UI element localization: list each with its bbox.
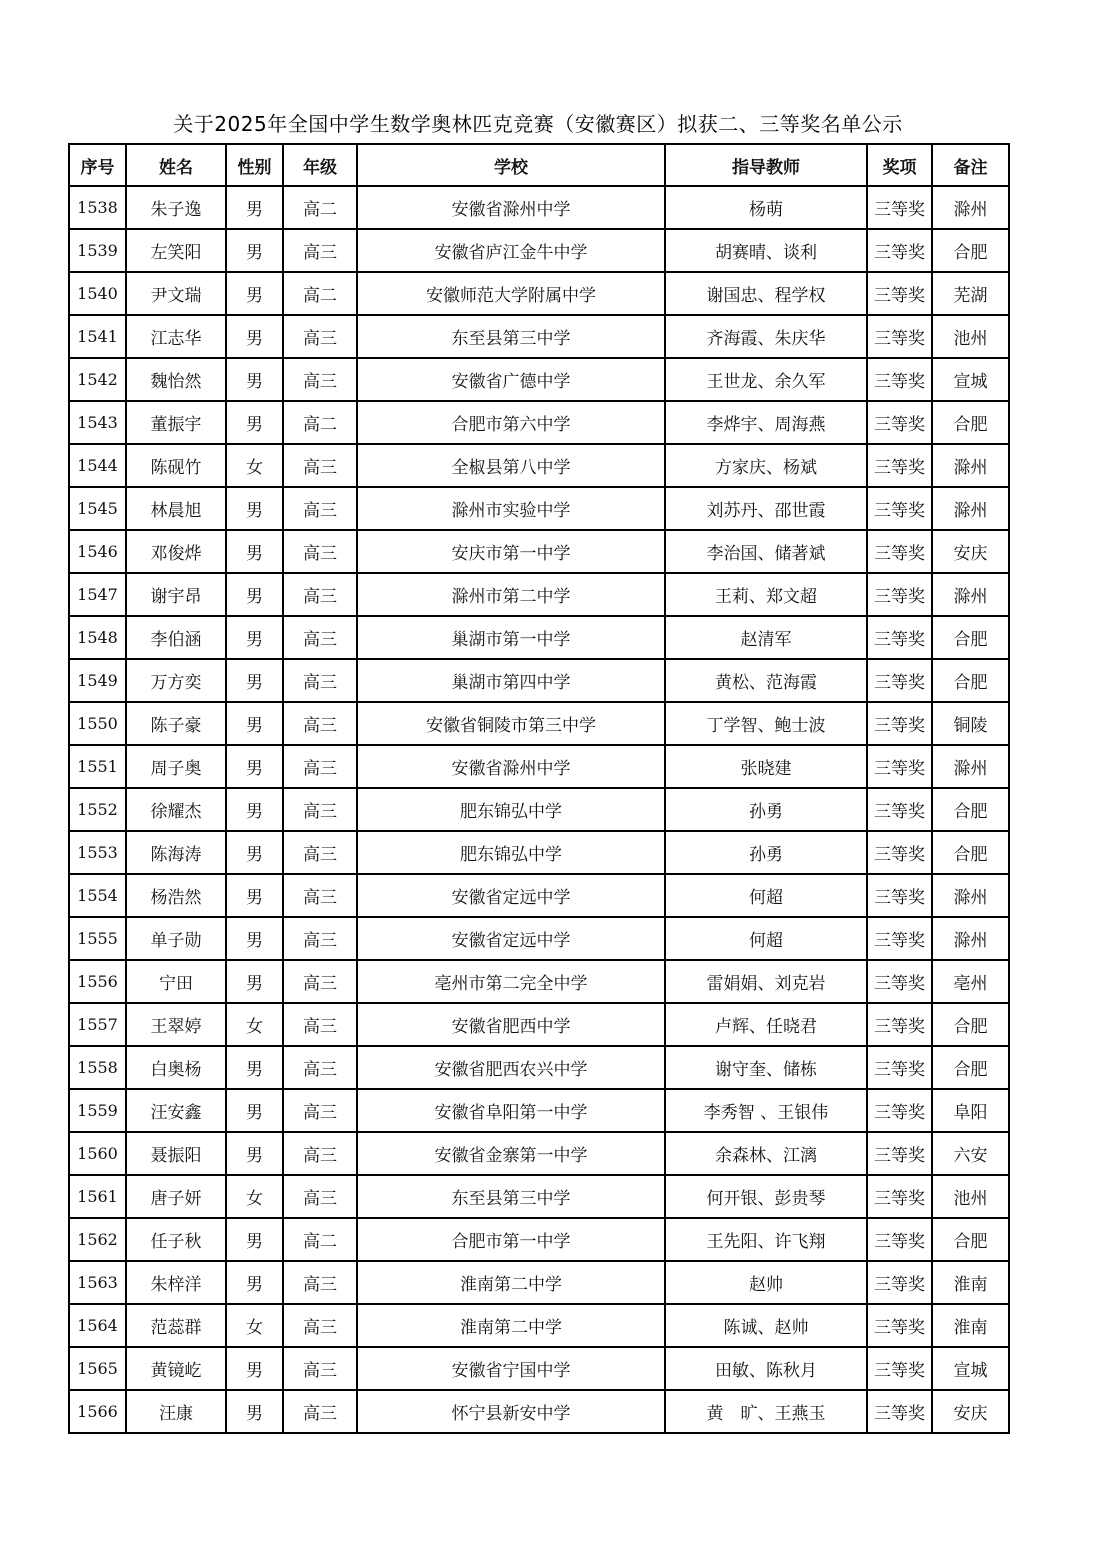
cell-seq: 1548	[69, 616, 126, 659]
cell-name: 宁田	[126, 960, 226, 1003]
cell-name: 徐耀杰	[126, 788, 226, 831]
table-row	[69, 874, 1009, 917]
cell-school: 安徽省阜阳第一中学	[357, 1089, 665, 1132]
cell-teacher: 赵帅	[665, 1261, 867, 1304]
cell-teacher: 孙勇	[665, 831, 867, 874]
cell-gender: 男	[226, 917, 283, 960]
cell-award: 三等奖	[867, 659, 932, 702]
table-row	[69, 358, 1009, 401]
cell-grade: 高三	[283, 659, 357, 702]
cell-gender: 男	[226, 272, 283, 315]
cell-grade: 高三	[283, 1261, 357, 1304]
cell-award: 三等奖	[867, 1046, 932, 1089]
table-row	[69, 1175, 1009, 1218]
cell-grade: 高三	[283, 745, 357, 788]
column-header-school: 学校	[357, 144, 665, 186]
cell-note: 亳州	[932, 960, 1009, 1003]
cell-school: 合肥市第六中学	[357, 401, 665, 444]
cell-name: 黄镜屹	[126, 1347, 226, 1390]
cell-grade: 高三	[283, 1089, 357, 1132]
cell-school: 东至县第三中学	[357, 315, 665, 358]
cell-gender: 男	[226, 874, 283, 917]
cell-teacher: 方家庆、杨斌	[665, 444, 867, 487]
table-header-row	[69, 144, 1009, 186]
cell-grade: 高三	[283, 831, 357, 874]
cell-gender: 女	[226, 1304, 283, 1347]
table-row	[69, 229, 1009, 272]
cell-school: 安徽省定远中学	[357, 874, 665, 917]
cell-grade: 高二	[283, 186, 357, 229]
cell-gender: 男	[226, 1261, 283, 1304]
cell-name: 朱梓洋	[126, 1261, 226, 1304]
cell-school: 安徽省庐江金牛中学	[357, 229, 665, 272]
cell-seq: 1549	[69, 659, 126, 702]
cell-note: 淮南	[932, 1304, 1009, 1347]
cell-gender: 男	[226, 831, 283, 874]
cell-seq: 1556	[69, 960, 126, 1003]
cell-school: 巢湖市第四中学	[357, 659, 665, 702]
cell-grade: 高三	[283, 444, 357, 487]
cell-award: 三等奖	[867, 1390, 932, 1433]
cell-teacher: 谢国忠、程学权	[665, 272, 867, 315]
cell-school: 淮南第二中学	[357, 1261, 665, 1304]
cell-name: 魏怡然	[126, 358, 226, 401]
cell-name: 左笑阳	[126, 229, 226, 272]
table-row	[69, 1304, 1009, 1347]
cell-note: 安庆	[932, 530, 1009, 573]
cell-teacher: 王莉、郑文超	[665, 573, 867, 616]
column-header-teacher: 指导教师	[665, 144, 867, 186]
cell-note: 淮南	[932, 1261, 1009, 1304]
cell-award: 三等奖	[867, 530, 932, 573]
column-header-seq: 序号	[69, 144, 126, 186]
cell-teacher: 李治国、储著斌	[665, 530, 867, 573]
cell-teacher: 胡赛晴、谈利	[665, 229, 867, 272]
cell-gender: 女	[226, 1003, 283, 1046]
cell-grade: 高三	[283, 530, 357, 573]
cell-school: 安徽省肥西中学	[357, 1003, 665, 1046]
table-row	[69, 1218, 1009, 1261]
cell-seq: 1551	[69, 745, 126, 788]
cell-school: 安徽省肥西农兴中学	[357, 1046, 665, 1089]
cell-gender: 男	[226, 315, 283, 358]
cell-seq: 1555	[69, 917, 126, 960]
cell-note: 合肥	[932, 401, 1009, 444]
cell-teacher: 卢辉、任晓君	[665, 1003, 867, 1046]
cell-gender: 男	[226, 1089, 283, 1132]
column-header-award: 奖项	[867, 144, 932, 186]
cell-name: 杨浩然	[126, 874, 226, 917]
cell-grade: 高三	[283, 1132, 357, 1175]
cell-grade: 高三	[283, 1304, 357, 1347]
cell-teacher: 何超	[665, 917, 867, 960]
cell-grade: 高三	[283, 1003, 357, 1046]
cell-school: 淮南第二中学	[357, 1304, 665, 1347]
cell-teacher: 杨萌	[665, 186, 867, 229]
column-header-gender: 性别	[226, 144, 283, 186]
cell-teacher: 雷娟娟、刘克岩	[665, 960, 867, 1003]
award-list-table	[68, 143, 1010, 1434]
table-row	[69, 1390, 1009, 1433]
cell-award: 三等奖	[867, 788, 932, 831]
cell-grade: 高三	[283, 960, 357, 1003]
cell-award: 三等奖	[867, 1003, 932, 1046]
cell-note: 滁州	[932, 745, 1009, 788]
cell-note: 滁州	[932, 487, 1009, 530]
cell-school: 肥东锦弘中学	[357, 788, 665, 831]
cell-gender: 男	[226, 659, 283, 702]
cell-name: 单子勋	[126, 917, 226, 960]
cell-seq: 1545	[69, 487, 126, 530]
cell-award: 三等奖	[867, 186, 932, 229]
cell-teacher: 刘苏丹、邵世霞	[665, 487, 867, 530]
cell-school: 安庆市第一中学	[357, 530, 665, 573]
cell-seq: 1553	[69, 831, 126, 874]
cell-teacher: 李秀智 、王银伟	[665, 1089, 867, 1132]
table-row	[69, 616, 1009, 659]
cell-grade: 高三	[283, 917, 357, 960]
cell-grade: 高二	[283, 1218, 357, 1261]
cell-name: 李伯涵	[126, 616, 226, 659]
cell-school: 安徽省滁州中学	[357, 186, 665, 229]
cell-award: 三等奖	[867, 831, 932, 874]
cell-note: 合肥	[932, 1046, 1009, 1089]
cell-teacher: 余森林、江漓	[665, 1132, 867, 1175]
cell-note: 合肥	[932, 1003, 1009, 1046]
cell-grade: 高二	[283, 272, 357, 315]
cell-name: 林晨旭	[126, 487, 226, 530]
cell-seq: 1538	[69, 186, 126, 229]
cell-gender: 男	[226, 229, 283, 272]
cell-gender: 男	[226, 1046, 283, 1089]
cell-award: 三等奖	[867, 702, 932, 745]
cell-award: 三等奖	[867, 1304, 932, 1347]
cell-name: 王翠婷	[126, 1003, 226, 1046]
cell-seq: 1560	[69, 1132, 126, 1175]
cell-seq: 1559	[69, 1089, 126, 1132]
table-row	[69, 401, 1009, 444]
cell-teacher: 黄 旷、王燕玉	[665, 1390, 867, 1433]
table-row	[69, 788, 1009, 831]
cell-award: 三等奖	[867, 917, 932, 960]
cell-name: 陈海涛	[126, 831, 226, 874]
cell-grade: 高三	[283, 315, 357, 358]
cell-note: 合肥	[932, 831, 1009, 874]
cell-teacher: 陈诚、赵帅	[665, 1304, 867, 1347]
cell-seq: 1550	[69, 702, 126, 745]
cell-grade: 高三	[283, 573, 357, 616]
cell-award: 三等奖	[867, 444, 932, 487]
page-title: 关于2025年全国中学生数学奥林匹克竞赛（安徽赛区）拟获二、三等奖名单公示	[173, 112, 903, 136]
cell-award: 三等奖	[867, 1347, 932, 1390]
cell-gender: 男	[226, 960, 283, 1003]
cell-award: 三等奖	[867, 1261, 932, 1304]
cell-award: 三等奖	[867, 1132, 932, 1175]
cell-school: 安徽师范大学附属中学	[357, 272, 665, 315]
cell-note: 安庆	[932, 1390, 1009, 1433]
cell-award: 三等奖	[867, 229, 932, 272]
table-row	[69, 186, 1009, 229]
cell-school: 肥东锦弘中学	[357, 831, 665, 874]
cell-seq: 1565	[69, 1347, 126, 1390]
table-row	[69, 659, 1009, 702]
cell-award: 三等奖	[867, 401, 932, 444]
cell-name: 尹文瑞	[126, 272, 226, 315]
cell-teacher: 王先阳、许飞翔	[665, 1218, 867, 1261]
cell-seq: 1543	[69, 401, 126, 444]
cell-grade: 高三	[283, 358, 357, 401]
column-header-note: 备注	[932, 144, 1009, 186]
table-row	[69, 573, 1009, 616]
cell-seq: 1539	[69, 229, 126, 272]
cell-name: 任子秋	[126, 1218, 226, 1261]
cell-name: 周子奥	[126, 745, 226, 788]
cell-award: 三等奖	[867, 487, 932, 530]
cell-note: 合肥	[932, 1218, 1009, 1261]
table-row	[69, 315, 1009, 358]
cell-note: 芜湖	[932, 272, 1009, 315]
table-row	[69, 1261, 1009, 1304]
table-body	[69, 186, 1009, 1433]
cell-teacher: 田敏、陈秋月	[665, 1347, 867, 1390]
cell-seq: 1561	[69, 1175, 126, 1218]
cell-name: 邓俊烨	[126, 530, 226, 573]
cell-grade: 高三	[283, 229, 357, 272]
column-header-grade: 年级	[283, 144, 357, 186]
cell-note: 合肥	[932, 788, 1009, 831]
cell-grade: 高三	[283, 487, 357, 530]
cell-name: 朱子逸	[126, 186, 226, 229]
cell-school: 巢湖市第一中学	[357, 616, 665, 659]
table-row	[69, 831, 1009, 874]
table-row	[69, 272, 1009, 315]
cell-name: 聂振阳	[126, 1132, 226, 1175]
cell-school: 全椒县第八中学	[357, 444, 665, 487]
cell-award: 三等奖	[867, 1089, 932, 1132]
table-row	[69, 1347, 1009, 1390]
cell-teacher: 黄松、范海霞	[665, 659, 867, 702]
cell-seq: 1558	[69, 1046, 126, 1089]
table-row	[69, 745, 1009, 788]
cell-name: 范蕊群	[126, 1304, 226, 1347]
cell-gender: 男	[226, 745, 283, 788]
column-header-name: 姓名	[126, 144, 226, 186]
cell-seq: 1563	[69, 1261, 126, 1304]
cell-school: 安徽省定远中学	[357, 917, 665, 960]
cell-school: 安徽省广德中学	[357, 358, 665, 401]
cell-note: 滁州	[932, 917, 1009, 960]
cell-grade: 高三	[283, 702, 357, 745]
cell-teacher: 李烨宇、周海燕	[665, 401, 867, 444]
cell-gender: 男	[226, 1218, 283, 1261]
cell-seq: 1541	[69, 315, 126, 358]
cell-gender: 男	[226, 788, 283, 831]
cell-note: 合肥	[932, 616, 1009, 659]
table-row	[69, 917, 1009, 960]
cell-award: 三等奖	[867, 960, 932, 1003]
cell-seq: 1564	[69, 1304, 126, 1347]
cell-teacher: 王世龙、余久军	[665, 358, 867, 401]
cell-name: 陈砚竹	[126, 444, 226, 487]
cell-seq: 1547	[69, 573, 126, 616]
cell-school: 东至县第三中学	[357, 1175, 665, 1218]
cell-seq: 1552	[69, 788, 126, 831]
table-row	[69, 702, 1009, 745]
cell-seq: 1542	[69, 358, 126, 401]
cell-note: 池州	[932, 315, 1009, 358]
cell-note: 合肥	[932, 659, 1009, 702]
cell-award: 三等奖	[867, 616, 932, 659]
cell-teacher: 张晓建	[665, 745, 867, 788]
cell-name: 唐子妍	[126, 1175, 226, 1218]
cell-award: 三等奖	[867, 272, 932, 315]
cell-grade: 高三	[283, 1175, 357, 1218]
table-row	[69, 530, 1009, 573]
table-row	[69, 960, 1009, 1003]
cell-name: 谢宇昂	[126, 573, 226, 616]
cell-gender: 男	[226, 358, 283, 401]
cell-teacher: 孙勇	[665, 788, 867, 831]
cell-name: 陈子豪	[126, 702, 226, 745]
cell-name: 汪康	[126, 1390, 226, 1433]
cell-school: 滁州市第二中学	[357, 573, 665, 616]
cell-teacher: 何超	[665, 874, 867, 917]
cell-gender: 男	[226, 1347, 283, 1390]
cell-seq: 1544	[69, 444, 126, 487]
cell-award: 三等奖	[867, 315, 932, 358]
cell-gender: 男	[226, 487, 283, 530]
cell-school: 亳州市第二完全中学	[357, 960, 665, 1003]
cell-award: 三等奖	[867, 573, 932, 616]
cell-note: 宣城	[932, 358, 1009, 401]
cell-gender: 女	[226, 1175, 283, 1218]
cell-note: 铜陵	[932, 702, 1009, 745]
cell-award: 三等奖	[867, 874, 932, 917]
table-row	[69, 1132, 1009, 1175]
cell-grade: 高三	[283, 788, 357, 831]
cell-school: 安徽省铜陵市第三中学	[357, 702, 665, 745]
cell-seq: 1562	[69, 1218, 126, 1261]
cell-seq: 1557	[69, 1003, 126, 1046]
cell-note: 六安	[932, 1132, 1009, 1175]
cell-grade: 高三	[283, 616, 357, 659]
cell-gender: 男	[226, 616, 283, 659]
cell-award: 三等奖	[867, 1175, 932, 1218]
cell-seq: 1546	[69, 530, 126, 573]
cell-gender: 男	[226, 573, 283, 616]
cell-name: 汪安鑫	[126, 1089, 226, 1132]
cell-school: 合肥市第一中学	[357, 1218, 665, 1261]
cell-award: 三等奖	[867, 745, 932, 788]
cell-seq: 1540	[69, 272, 126, 315]
cell-note: 滁州	[932, 186, 1009, 229]
cell-name: 董振宇	[126, 401, 226, 444]
cell-award: 三等奖	[867, 358, 932, 401]
cell-grade: 高三	[283, 1390, 357, 1433]
table-row	[69, 444, 1009, 487]
cell-note: 合肥	[932, 229, 1009, 272]
cell-grade: 高三	[283, 1347, 357, 1390]
cell-name: 万方奕	[126, 659, 226, 702]
cell-seq: 1566	[69, 1390, 126, 1433]
cell-grade: 高三	[283, 874, 357, 917]
cell-teacher: 赵清军	[665, 616, 867, 659]
cell-grade: 高二	[283, 401, 357, 444]
table-row	[69, 1003, 1009, 1046]
cell-school: 滁州市实验中学	[357, 487, 665, 530]
cell-gender: 男	[226, 702, 283, 745]
cell-school: 安徽省滁州中学	[357, 745, 665, 788]
cell-teacher: 何开银、彭贵琴	[665, 1175, 867, 1218]
cell-name: 白奥杨	[126, 1046, 226, 1089]
cell-note: 滁州	[932, 573, 1009, 616]
cell-note: 滁州	[932, 874, 1009, 917]
cell-school: 安徽省宁国中学	[357, 1347, 665, 1390]
cell-school: 怀宁县新安中学	[357, 1390, 665, 1433]
cell-teacher: 丁学智、鲍士波	[665, 702, 867, 745]
table-row	[69, 487, 1009, 530]
cell-gender: 男	[226, 1132, 283, 1175]
cell-school: 安徽省金寨第一中学	[357, 1132, 665, 1175]
cell-name: 江志华	[126, 315, 226, 358]
cell-award: 三等奖	[867, 1218, 932, 1261]
cell-gender: 男	[226, 1390, 283, 1433]
cell-note: 池州	[932, 1175, 1009, 1218]
cell-note: 滁州	[932, 444, 1009, 487]
cell-note: 宣城	[932, 1347, 1009, 1390]
cell-gender: 男	[226, 186, 283, 229]
cell-gender: 男	[226, 530, 283, 573]
cell-note: 阜阳	[932, 1089, 1009, 1132]
table-row	[69, 1089, 1009, 1132]
cell-seq: 1554	[69, 874, 126, 917]
cell-teacher: 谢守奎、储栋	[665, 1046, 867, 1089]
cell-grade: 高三	[283, 1046, 357, 1089]
cell-teacher: 齐海霞、朱庆华	[665, 315, 867, 358]
table-row	[69, 1046, 1009, 1089]
cell-gender: 男	[226, 401, 283, 444]
cell-gender: 女	[226, 444, 283, 487]
